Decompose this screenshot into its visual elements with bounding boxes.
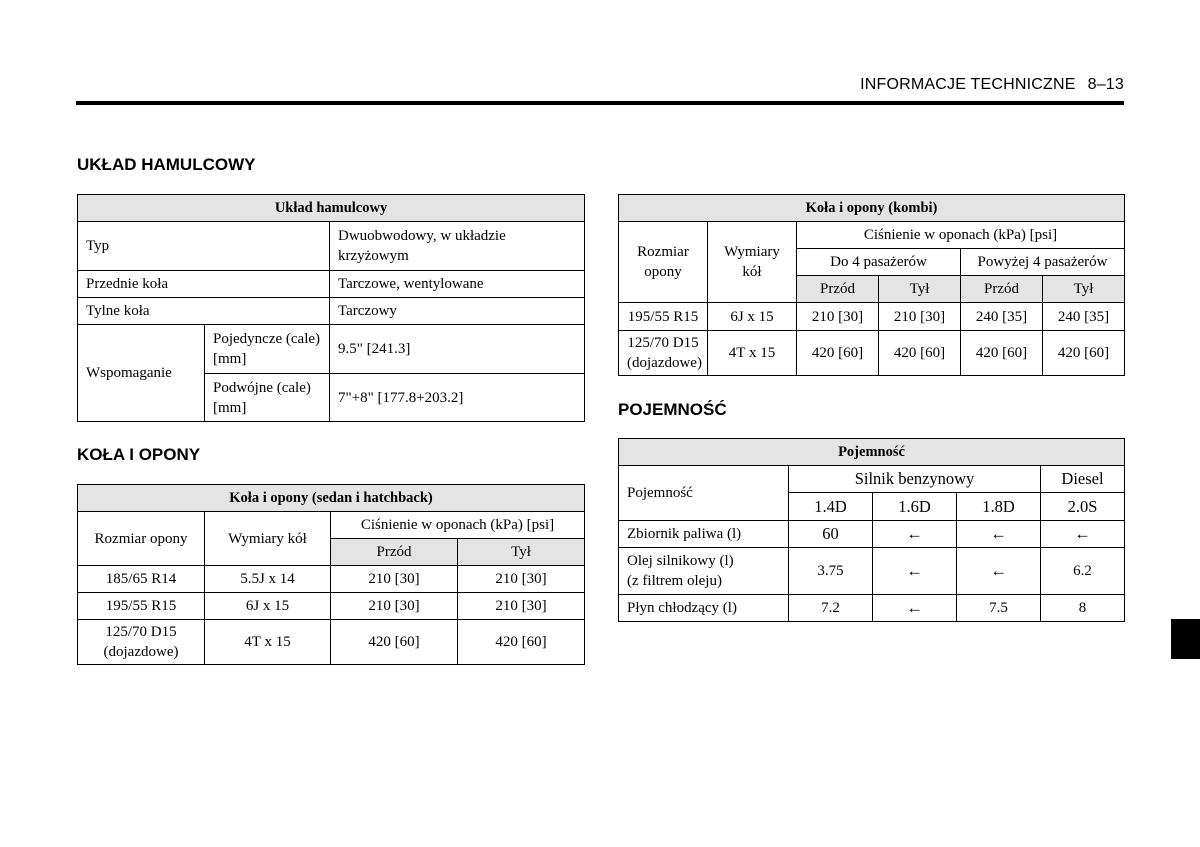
engine-oil-label-line-1: Olej silnikowy (l) [627,553,734,569]
table-row [78,271,585,298]
tire-size-cell [619,331,708,376]
kombi-table-title: Koła i opony (kombi) [619,195,1125,222]
capacity-value: 60 [789,521,873,548]
tire-note-text: (dojazdowe) [103,644,179,660]
table-row [619,331,1125,376]
col-front: Przód [961,276,1043,303]
rear-pressure-cell: 210 [30] [879,303,961,331]
rear-pressure-cell: 240 [35] [1043,303,1125,331]
table-row [78,593,585,620]
table-row [619,548,1125,595]
table-header-row [78,512,585,539]
single-label-line-2: [mm] [213,351,247,367]
rear-wheels-label: Tylne koła [78,298,330,325]
wheel-size-cell: 4T x 15 [205,620,331,665]
type-value [330,222,585,271]
col-pressure: Ciśnienie w oponach (kPa) [psi] [797,222,1125,249]
double-label-line-2: [mm] [213,399,247,416]
col-wheel-size [708,222,797,303]
col-wheel-size-line-1: Wymiary [724,244,780,260]
table-row [619,303,1125,331]
col-up-to-4-passengers: Do 4 pasażerów [797,249,961,276]
rear-pressure-cell: 420 [60] [1043,331,1125,376]
engine-1-8d: 1.8D [957,493,1041,521]
tire-size-text: 125/70 D15 [627,335,699,351]
front-pressure-cell: 210 [30] [797,303,879,331]
double-booster-label [205,374,330,422]
capacity-table-title: Pojemność [619,439,1125,466]
table-title-row [78,195,585,222]
capacity-value: 6.2 [1041,548,1125,595]
table-row [78,298,585,325]
engine-1-4d: 1.4D [789,493,873,521]
same-as-left-arrow: ← [957,548,1041,595]
type-value-line-1: Dwuobwodowy, w układzie [338,228,506,244]
engine-oil-label-line-2: (z filtrem oleju) [627,573,722,589]
wheel-size-cell: 6J x 15 [205,593,331,620]
coolant-label: Płyn chłodzący (l) [619,595,789,622]
capacity-value: 3.75 [789,548,873,595]
page-number: 8–13 [1087,76,1124,93]
tire-note-text: (dojazdowe) [627,355,702,371]
rear-pressure-cell: 210 [30] [458,566,585,593]
table-title-row [78,485,585,512]
col-tire-size-line-2: opony [644,264,682,280]
page-header [860,76,1124,94]
single-booster-value: 9.5" [241.3] [330,325,585,374]
wheel-size-cell: 4T x 15 [708,331,797,376]
col-wheel-size-line-2: kół [742,264,762,280]
type-label: Typ [78,222,330,271]
col-pressure: Ciśnienie w oponach (kPa) [psi] [331,512,585,539]
tire-size-cell: 185/65 R14 [78,566,205,593]
same-as-left-arrow: ← [1041,521,1125,548]
single-label-line-1: Pojedyncze (cale) [213,331,321,347]
col-tire-size [619,222,708,303]
wheels-kombi-table [618,194,1125,376]
col-over-4-passengers: Powyżej 4 pasażerów [961,249,1125,276]
same-as-left-arrow: ← [957,521,1041,548]
front-pressure-cell: 210 [30] [331,593,458,620]
wheel-size-cell: 6J x 15 [708,303,797,331]
tire-size-cell: 195/55 R15 [78,593,205,620]
same-as-left-arrow: ← [873,521,957,548]
capacity-table [618,438,1125,622]
double-label-line-1: Podwójne (cale) [213,379,311,396]
capacity-row-label: Pojemność [619,466,789,521]
engine-oil-label [619,548,789,595]
col-rear: Tył [879,276,961,303]
assist-label: Wspomaganie [78,325,205,422]
table-row [78,325,585,374]
table-title-row [619,195,1125,222]
col-tire-size: Rozmiar opony [78,512,205,566]
front-pressure-cell: 420 [60] [797,331,879,376]
wheels-table-title: Koła i opony (sedan i hatchback) [78,485,585,512]
front-pressure-cell: 420 [60] [331,620,458,665]
type-value-line-2: krzyżowym [338,248,409,264]
rear-pressure-cell: 210 [30] [458,593,585,620]
col-front: Przód [797,276,879,303]
front-pressure-cell: 240 [35] [961,303,1043,331]
single-booster-label [205,325,330,374]
same-as-left-arrow: ← [873,548,957,595]
brakes-table-title: Układ hamulcowy [78,195,585,222]
table-row [619,595,1125,622]
capacity-value: 8 [1041,595,1125,622]
col-rear: Tył [1043,276,1125,303]
col-front: Przód [331,539,458,566]
same-as-left-arrow: ← [873,595,957,622]
rear-pressure-cell: 420 [60] [458,620,585,665]
capacity-value: 7.2 [789,595,873,622]
front-pressure-cell: 420 [60] [961,331,1043,376]
wheels-table [77,484,585,665]
section-title: INFORMACJE TECHNICZNE [860,76,1076,93]
col-rear: Tył [458,539,585,566]
capacity-value: 7.5 [957,595,1041,622]
table-title-row [619,439,1125,466]
brakes-table [77,194,585,422]
fuel-tank-label: Zbiornik paliwa (l) [619,521,789,548]
diesel-engine-header: Diesel [1041,466,1125,493]
capacity-heading: POJEMNOŚĆ [618,400,727,419]
wheel-size-cell: 5.5J x 14 [205,566,331,593]
col-wheel-size: Wymiary kół [205,512,331,566]
double-booster-value: 7"+8" [177.8+203.2] [330,374,585,422]
table-row [78,222,585,271]
table-header-row [619,222,1125,249]
table-row [619,521,1125,548]
engine-1-6d: 1.6D [873,493,957,521]
tire-size-cell: 195/55 R15 [619,303,708,331]
table-row [78,620,585,665]
col-tire-size-line-1: Rozmiar [637,244,689,260]
wheels-heading: KOŁA I OPONY [77,445,201,464]
section-thumb-tab [1171,619,1200,659]
header-rule [76,101,1124,105]
rear-wheels-value: Tarczowy [330,298,585,325]
tire-size-text: 125/70 D15 [105,624,177,640]
table-row [78,566,585,593]
table-header-row [619,466,1125,493]
front-pressure-cell: 210 [30] [331,566,458,593]
rear-pressure-cell: 420 [60] [879,331,961,376]
petrol-engine-header: Silnik benzynowy [789,466,1041,493]
front-wheels-label: Przednie koła [78,271,330,298]
engine-2-0s: 2.0S [1041,493,1125,521]
brakes-heading: UKŁAD HAMULCOWY [77,155,256,174]
tire-size-cell [78,620,205,665]
front-wheels-value: Tarczowe, wentylowane [330,271,585,298]
